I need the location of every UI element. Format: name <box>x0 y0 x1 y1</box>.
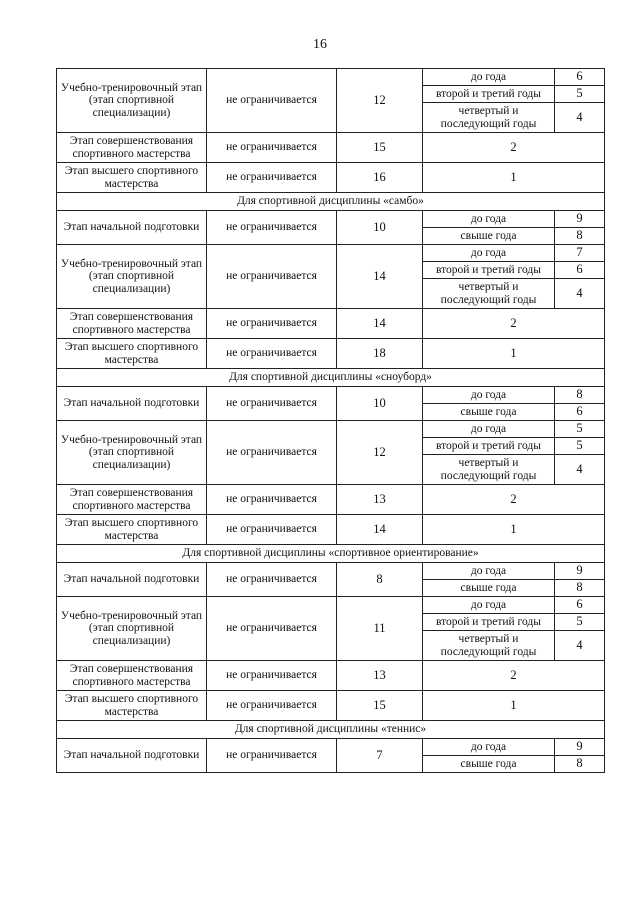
group-size-value: 4 <box>555 279 605 309</box>
group-size-value: 5 <box>555 421 605 438</box>
table-row <box>57 69 605 86</box>
requirements-table <box>56 68 605 773</box>
table-row <box>57 691 605 721</box>
year-of-training: до года <box>423 387 555 404</box>
stage-duration: не ограничивается <box>207 515 337 545</box>
year-of-training: второй и третий годы <box>423 262 555 279</box>
group-size-value: 4 <box>555 631 605 661</box>
table-row <box>57 211 605 228</box>
group-size-value: 1 <box>423 339 605 369</box>
group-size-value: 1 <box>423 691 605 721</box>
group-size-value: 8 <box>555 387 605 404</box>
year-of-training: четвертый и последующий годы <box>423 103 555 133</box>
year-of-training: свыше года <box>423 404 555 421</box>
stage-name: Этап высшего спортивного мастерства <box>57 163 207 193</box>
table-row <box>57 387 605 404</box>
min-age: 14 <box>337 309 423 339</box>
min-age: 16 <box>337 163 423 193</box>
group-size-value: 2 <box>423 661 605 691</box>
stage-name: Этап совершенствования спортивного мастерства <box>57 133 207 163</box>
table-row <box>57 133 605 163</box>
stage-duration: не ограничивается <box>207 69 337 133</box>
page-number: 16 <box>313 37 327 52</box>
group-size-value: 7 <box>555 245 605 262</box>
min-age: 15 <box>337 133 423 163</box>
stage-duration: не ограничивается <box>207 691 337 721</box>
stage-duration: не ограничивается <box>207 211 337 245</box>
year-of-training: свыше года <box>423 580 555 597</box>
min-age: 18 <box>337 339 423 369</box>
stage-name: Этап начальной подготовки <box>57 739 207 773</box>
group-size-value: 8 <box>555 228 605 245</box>
min-age: 12 <box>337 421 423 485</box>
discipline-heading-row <box>57 545 605 563</box>
discipline-heading-row <box>57 193 605 211</box>
year-of-training: до года <box>423 563 555 580</box>
stage-duration: не ограничивается <box>207 739 337 773</box>
stage-duration: не ограничивается <box>207 563 337 597</box>
table-row <box>57 339 605 369</box>
discipline-heading: Для спортивной дисциплины «сноуборд» <box>57 369 605 387</box>
year-of-training: свыше года <box>423 756 555 773</box>
year-of-training: четвертый и последующий годы <box>423 631 555 661</box>
group-size-value: 6 <box>555 597 605 614</box>
table-row <box>57 421 605 438</box>
stage-name: Этап совершенствования спортивного мастерства <box>57 485 207 515</box>
min-age: 8 <box>337 563 423 597</box>
group-size-value: 5 <box>555 614 605 631</box>
year-of-training: второй и третий годы <box>423 614 555 631</box>
discipline-heading: Для спортивной дисциплины «спортивное ориентирование» <box>57 545 605 563</box>
min-age: 13 <box>337 661 423 691</box>
min-age: 10 <box>337 211 423 245</box>
stage-duration: не ограничивается <box>207 661 337 691</box>
group-size-value: 6 <box>555 262 605 279</box>
stage-duration: не ограничивается <box>207 421 337 485</box>
year-of-training: до года <box>423 211 555 228</box>
min-age: 14 <box>337 515 423 545</box>
stage-name: Этап высшего спортивного мастерства <box>57 691 207 721</box>
table-row <box>57 661 605 691</box>
stage-name: Этап совершенствования спортивного мастерства <box>57 661 207 691</box>
min-age: 13 <box>337 485 423 515</box>
min-age: 11 <box>337 597 423 661</box>
table-row <box>57 563 605 580</box>
stage-duration: не ограничивается <box>207 245 337 309</box>
group-size-value: 9 <box>555 211 605 228</box>
group-size-value: 9 <box>555 739 605 756</box>
year-of-training: свыше года <box>423 228 555 245</box>
min-age: 12 <box>337 69 423 133</box>
stage-duration: не ограничивается <box>207 387 337 421</box>
year-of-training: до года <box>423 421 555 438</box>
min-age: 14 <box>337 245 423 309</box>
stage-name: Учебно-тренировочный этап (этап спортивной специализации) <box>57 69 207 133</box>
stage-name: Учебно-тренировочный этап (этап спортивной специализации) <box>57 421 207 485</box>
group-size-value: 4 <box>555 455 605 485</box>
table-row <box>57 485 605 515</box>
stage-name: Учебно-тренировочный этап (этап спортивной специализации) <box>57 597 207 661</box>
stage-duration: не ограничивается <box>207 163 337 193</box>
year-of-training: второй и третий годы <box>423 86 555 103</box>
group-size-value: 6 <box>555 404 605 421</box>
stage-duration: не ограничивается <box>207 339 337 369</box>
group-size-value: 2 <box>423 485 605 515</box>
year-of-training: до года <box>423 245 555 262</box>
group-size-value: 4 <box>555 103 605 133</box>
stage-duration: не ограничивается <box>207 485 337 515</box>
table-row <box>57 597 605 614</box>
stage-name: Этап высшего спортивного мастерства <box>57 339 207 369</box>
table-row <box>57 245 605 262</box>
group-size-value: 6 <box>555 69 605 86</box>
group-size-value: 5 <box>555 86 605 103</box>
year-of-training: четвертый и последующий годы <box>423 279 555 309</box>
min-age: 15 <box>337 691 423 721</box>
group-size-value: 2 <box>423 309 605 339</box>
stage-name: Учебно-тренировочный этап (этап спортивной специализации) <box>57 245 207 309</box>
stage-name: Этап начальной подготовки <box>57 387 207 421</box>
group-size-value: 8 <box>555 580 605 597</box>
min-age: 10 <box>337 387 423 421</box>
stage-name: Этап высшего спортивного мастерства <box>57 515 207 545</box>
stage-name: Этап совершенствования спортивного мастерства <box>57 309 207 339</box>
discipline-heading: Для спортивной дисциплины «самбо» <box>57 193 605 211</box>
group-size-value: 8 <box>555 756 605 773</box>
discipline-heading-row <box>57 369 605 387</box>
year-of-training: до года <box>423 739 555 756</box>
min-age: 7 <box>337 739 423 773</box>
year-of-training: до года <box>423 597 555 614</box>
group-size-value: 9 <box>555 563 605 580</box>
group-size-value: 5 <box>555 438 605 455</box>
table-row <box>57 739 605 756</box>
stage-duration: не ограничивается <box>207 309 337 339</box>
year-of-training: до года <box>423 69 555 86</box>
table-row <box>57 515 605 545</box>
table-row <box>57 309 605 339</box>
stage-name: Этап начальной подготовки <box>57 211 207 245</box>
stage-name: Этап начальной подготовки <box>57 563 207 597</box>
group-size-value: 1 <box>423 163 605 193</box>
group-size-value: 2 <box>423 133 605 163</box>
group-size-value: 1 <box>423 515 605 545</box>
table-row <box>57 163 605 193</box>
stage-duration: не ограничивается <box>207 597 337 661</box>
discipline-heading: Для спортивной дисциплины «теннис» <box>57 721 605 739</box>
year-of-training: второй и третий годы <box>423 438 555 455</box>
discipline-heading-row <box>57 721 605 739</box>
stage-duration: не ограничивается <box>207 133 337 163</box>
year-of-training: четвертый и последующий годы <box>423 455 555 485</box>
